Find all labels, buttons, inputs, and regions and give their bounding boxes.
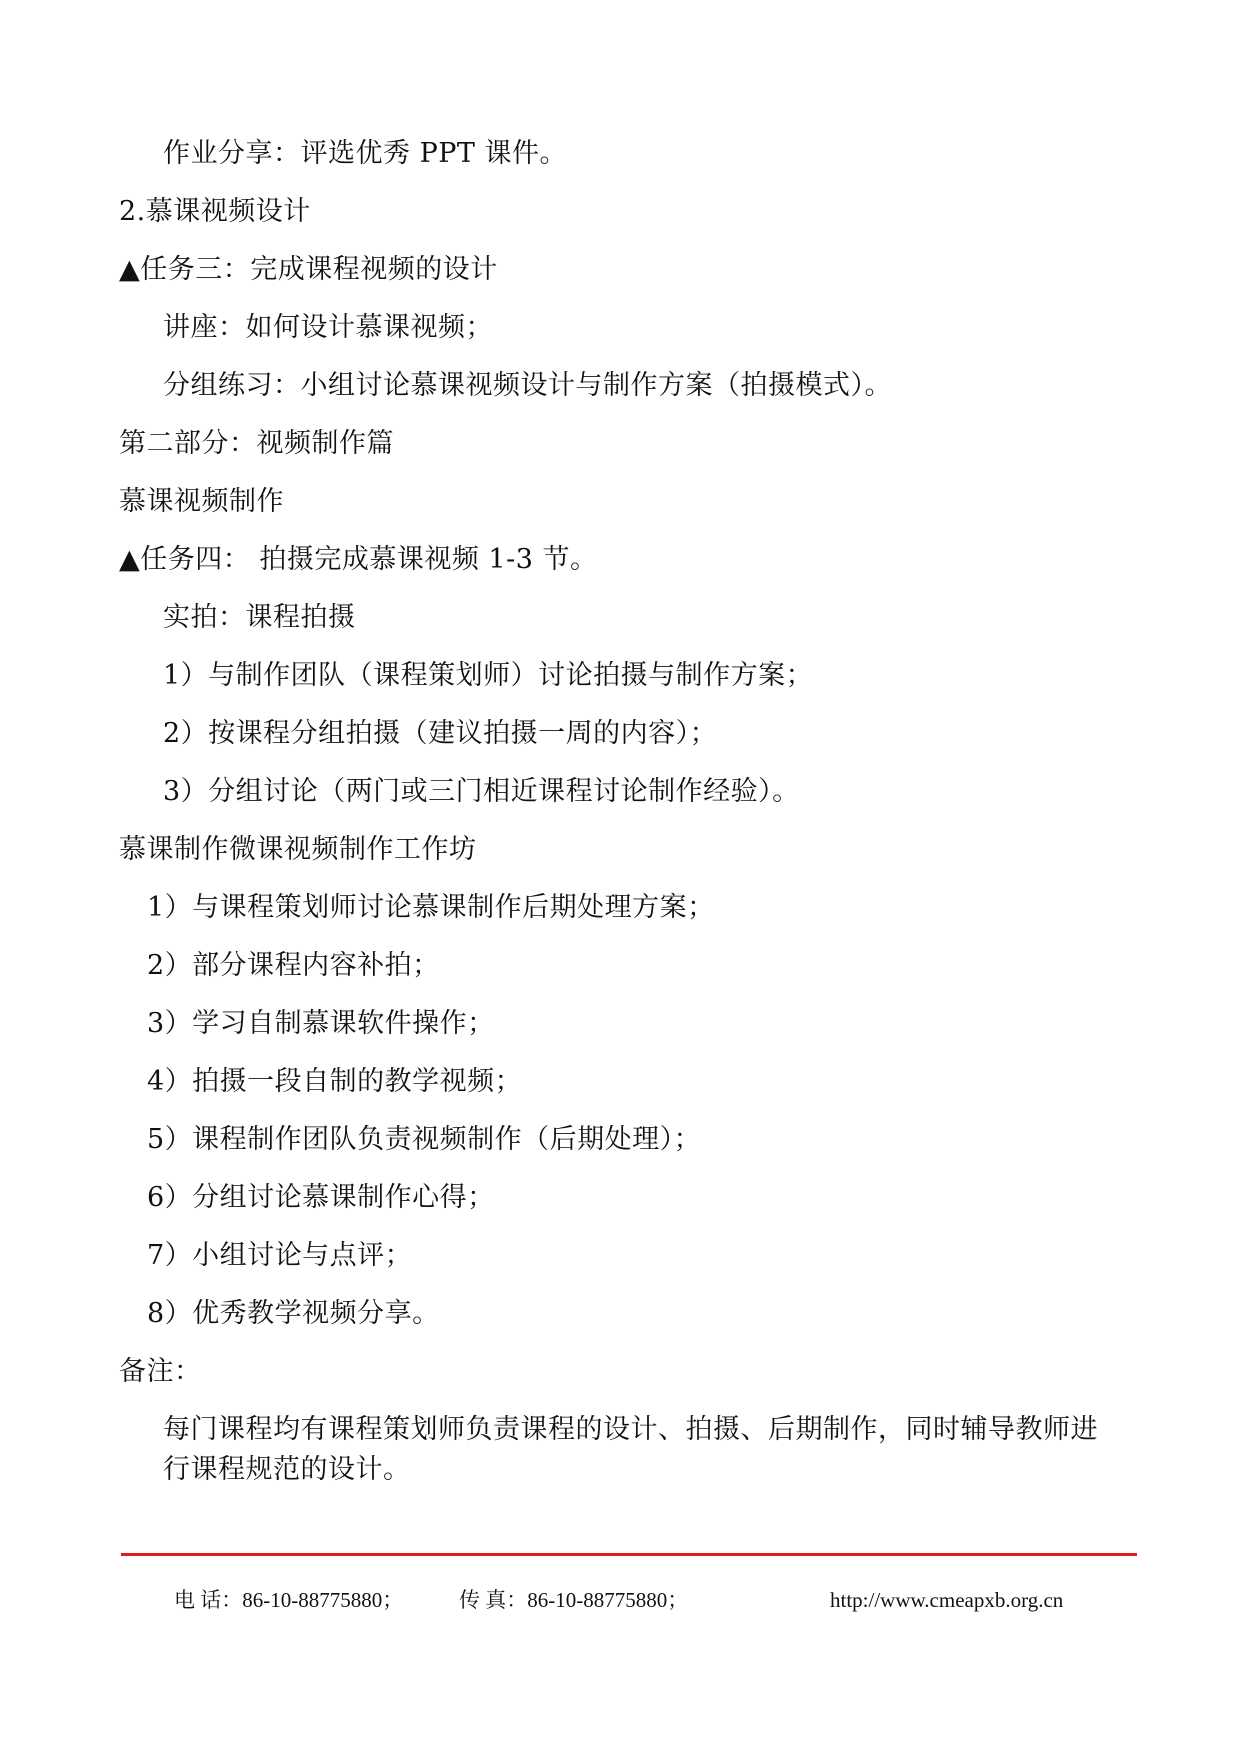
list-item: 1）与课程策划师讨论慕课制作后期处理方案； [147,892,715,923]
footer-divider [121,1553,1137,1556]
list-item: 6）分组讨论慕课制作心得； [147,1182,495,1213]
list-item: 2）部分课程内容补拍； [147,950,440,981]
list-item: 4）拍摄一段自制的教学视频； [147,1066,523,1097]
list-item: 7）小组讨论与点评； [147,1240,413,1271]
lecture-line: 讲座：如何设计慕课视频； [163,312,493,343]
section-heading-mooc-video-design: 2.慕课视频设计 [119,196,311,227]
task-four-heading: ▲任务四： 拍摄完成慕课视频 1-3 节。 [119,544,598,575]
list-item: 2）按课程分组拍摄（建议拍摄一周的内容）； [163,718,718,749]
shooting-line: 实拍：课程拍摄 [163,602,356,633]
list-item: 8）优秀教学视频分享。 [147,1298,440,1329]
mooc-video-production-heading: 慕课视频制作 [119,486,284,517]
list-item: 5）课程制作团队负责视频制作（后期处理）； [147,1124,702,1155]
task-three-heading: ▲任务三：完成课程视频的设计 [119,254,498,285]
footer-phone: 电 话：86-10-88775880； [174,1588,404,1612]
part-two-heading: 第二部分：视频制作篇 [119,428,394,459]
footer-fax: 传 真：86-10-88775880； [459,1588,689,1612]
list-item: 3）分组讨论（两门或三门相近课程讨论制作经验）。 [163,776,800,807]
remarks-paragraph: 每门课程均有课程策划师负责课程的设计、拍摄、后期制作，同时辅导教师进行课程规范的设计。 [163,1414,1098,1485]
workshop-heading: 慕课制作微课视频制作工作坊 [119,834,477,865]
homework-share-line: 作业分享：评选优秀 PPT 课件。 [163,138,568,169]
list-item: 1）与制作团队（课程策划师）讨论拍摄与制作方案； [163,660,814,691]
list-item: 3）学习自制慕课软件操作； [147,1008,495,1039]
remarks-heading: 备注： [119,1356,202,1387]
group-practice-line: 分组练习：小组讨论慕课视频设计与制作方案（拍摄模式）。 [163,370,892,401]
footer-website-link[interactable]: http://www.cmeapxb.org.cn [830,1588,1064,1612]
